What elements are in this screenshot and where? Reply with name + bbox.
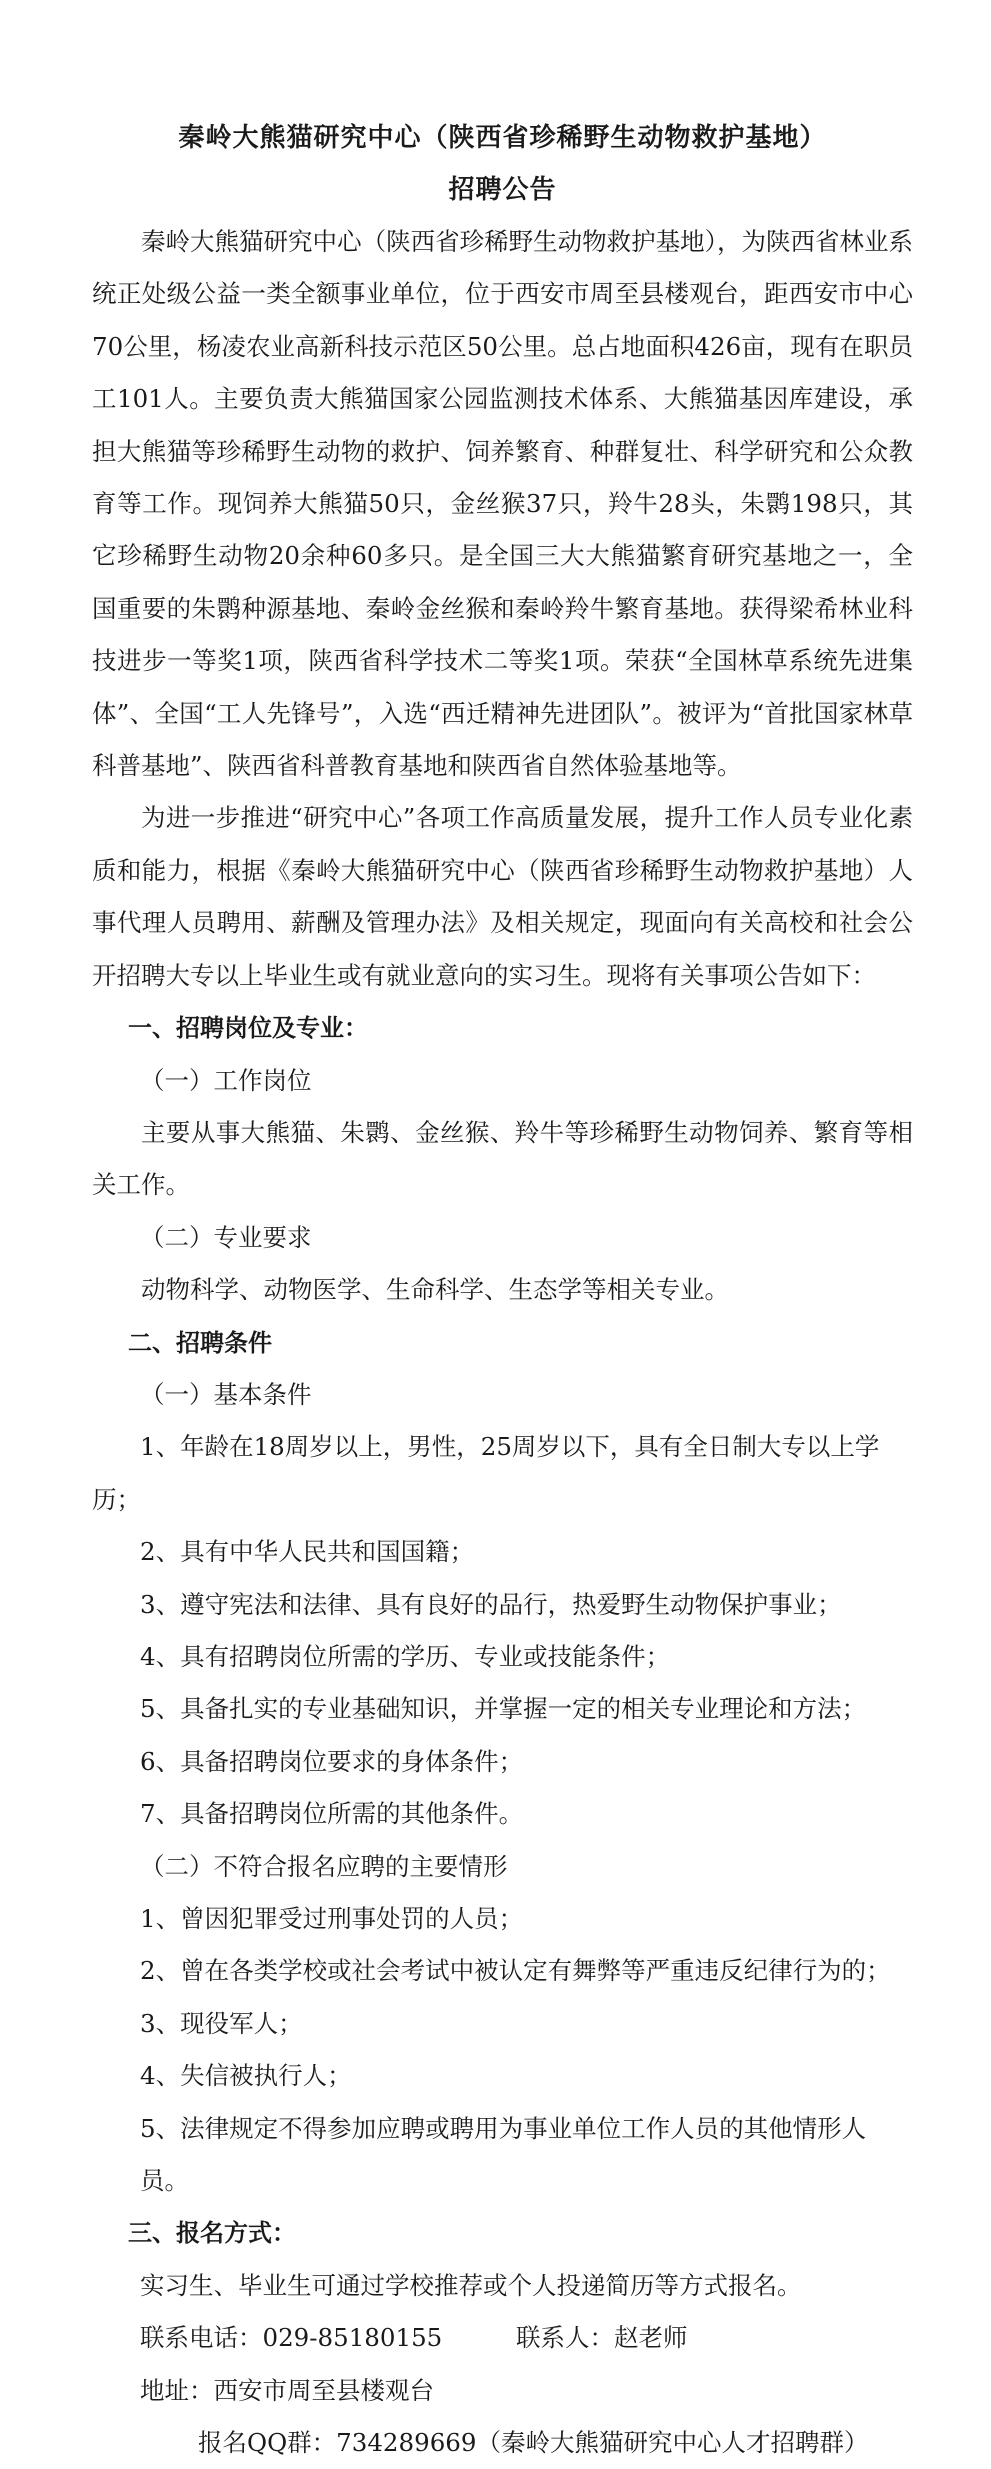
intro-paragraph: 秦岭大熊猫研究中心（陕西省珍稀野生动物救护基地），为陕西省林业系统正处级公益一类全额事业单位，位于西安市周至县楼观台，距西安市中心70公里，杨凌农业高新科技示范区50公里。总占地面积426亩，现有在职员工101人。主要负责大熊猫国家公园监测技术体系、大熊猫基因库建设，承担大熊猫等珍稀野生动物的救护、饲养繁育、种群复壮、科学研究和公众教育等工作。现饲养大熊猫50只，金丝猴37只，羚牛28头，朱鹮198只，其它珍稀野生动物20余种60多只。是全国三大大熊猫繁育研究基地之一，全国重要的朱鹮种源基地、秦岭金丝猴和秦岭羚牛繁育基地。获得梁希林业科技进步一等奖1项，陕西省科学技术二等奖1项。荣获“全国林草系统先进集体”、全国“工人先锋号”，入选“西迁精神先进团队”。被评为“首批国家林草科普基地”、陕西省科普教育基地和陕西省自然体验基地等。	[92, 227, 913, 781]
contact-person: 联系人：赵老师	[516, 2323, 688, 2353]
section-2-heading: 二、招聘条件	[128, 1328, 272, 1357]
section-3-heading: 三、报名方式：	[128, 2219, 296, 2248]
title-line-2: 招聘公告	[448, 175, 557, 205]
excluded-case-item: 3、现役军人；	[140, 2008, 303, 2038]
contact-address: 地址：西安市周至县楼观台	[140, 2375, 434, 2405]
basic-condition-item: 5、具备扎实的专业基础知识，并掌握一定的相关专业理论和方法；	[140, 1694, 867, 1724]
basic-condition-item: 2、具有中华人民共和国国籍；	[140, 1537, 475, 1567]
excluded-case-item: 1、曾因犯罪受过刑事处罚的人员；	[140, 1904, 524, 1933]
title-line-1: 秦岭大熊猫研究中心（陕西省珍稀野生动物救护基地）	[178, 123, 827, 153]
basic-condition-item: 6、具备招聘岗位要求的身体条件；	[140, 1746, 524, 1776]
excluded-case-item: 5、法律规定不得参加应聘或聘用为事业单位工作人员的其他情形人员。	[140, 2113, 867, 2196]
section-1-sub-2-title: （二）专业要求	[140, 1222, 312, 1252]
excluded-case-item: 4、失信被执行人；	[140, 2061, 352, 2091]
section-1-heading: 一、招聘岗位及专业：	[128, 1014, 368, 1043]
qq-group: 报名QQ群：734289669（秦岭大熊猫研究中心人才招聘群）	[198, 2428, 869, 2458]
section-1-sub-1-text: 主要从事大熊猫、朱鹮、金丝猴、羚牛等珍稀野生动物饲养、繁育等相关工作。	[92, 1117, 913, 1200]
basic-condition-item: 7、具备招聘岗位所需的其他条件。	[140, 1799, 524, 1829]
registration-method-text: 实习生、毕业生可通过学校推荐或个人投递简历等方式报名。	[140, 2270, 802, 2300]
section-1-sub-1-title: （一）工作岗位	[140, 1065, 312, 1095]
section-2-sub-1-title: （一）基本条件	[140, 1379, 312, 1409]
purpose-paragraph: 为进一步推进“研究中心”各项工作高质量发展，提升工作人员专业化素质和能力，根据《秦岭大熊猫研究中心（陕西省珍稀野生动物救护基地）人事代理人员聘用、薪酬及管理办法》及相关规定，现面向有关高校和社会公开招聘大专以上毕业生或有就业意向的实习生。现将有关事项公告如下：	[92, 803, 913, 990]
section-1-sub-2-text: 动物科学、动物医学、生命科学、生态学等相关专业。	[141, 1275, 729, 1305]
contact-phone: 联系电话：029-85180155	[140, 2323, 443, 2353]
section-2-sub-2-title: （二）不符合报名应聘的主要情形	[140, 1851, 508, 1881]
basic-condition-item: 3、遵守宪法和法律、具有良好的品行，热爱野生动物保护事业；	[140, 1589, 842, 1619]
basic-condition-item: 1、年龄在18周岁以上，男性，25周岁以下，具有全日制大专以上学历；	[92, 1432, 880, 1514]
basic-condition-item: 4、具有招聘岗位所需的学历、专业或技能条件；	[140, 1641, 671, 1671]
contact-row	[92, 2312, 913, 2364]
excluded-case-item: 2、曾在各类学校或社会考试中被认定有舞弊等严重违反纪律行为的；	[140, 1956, 891, 1986]
